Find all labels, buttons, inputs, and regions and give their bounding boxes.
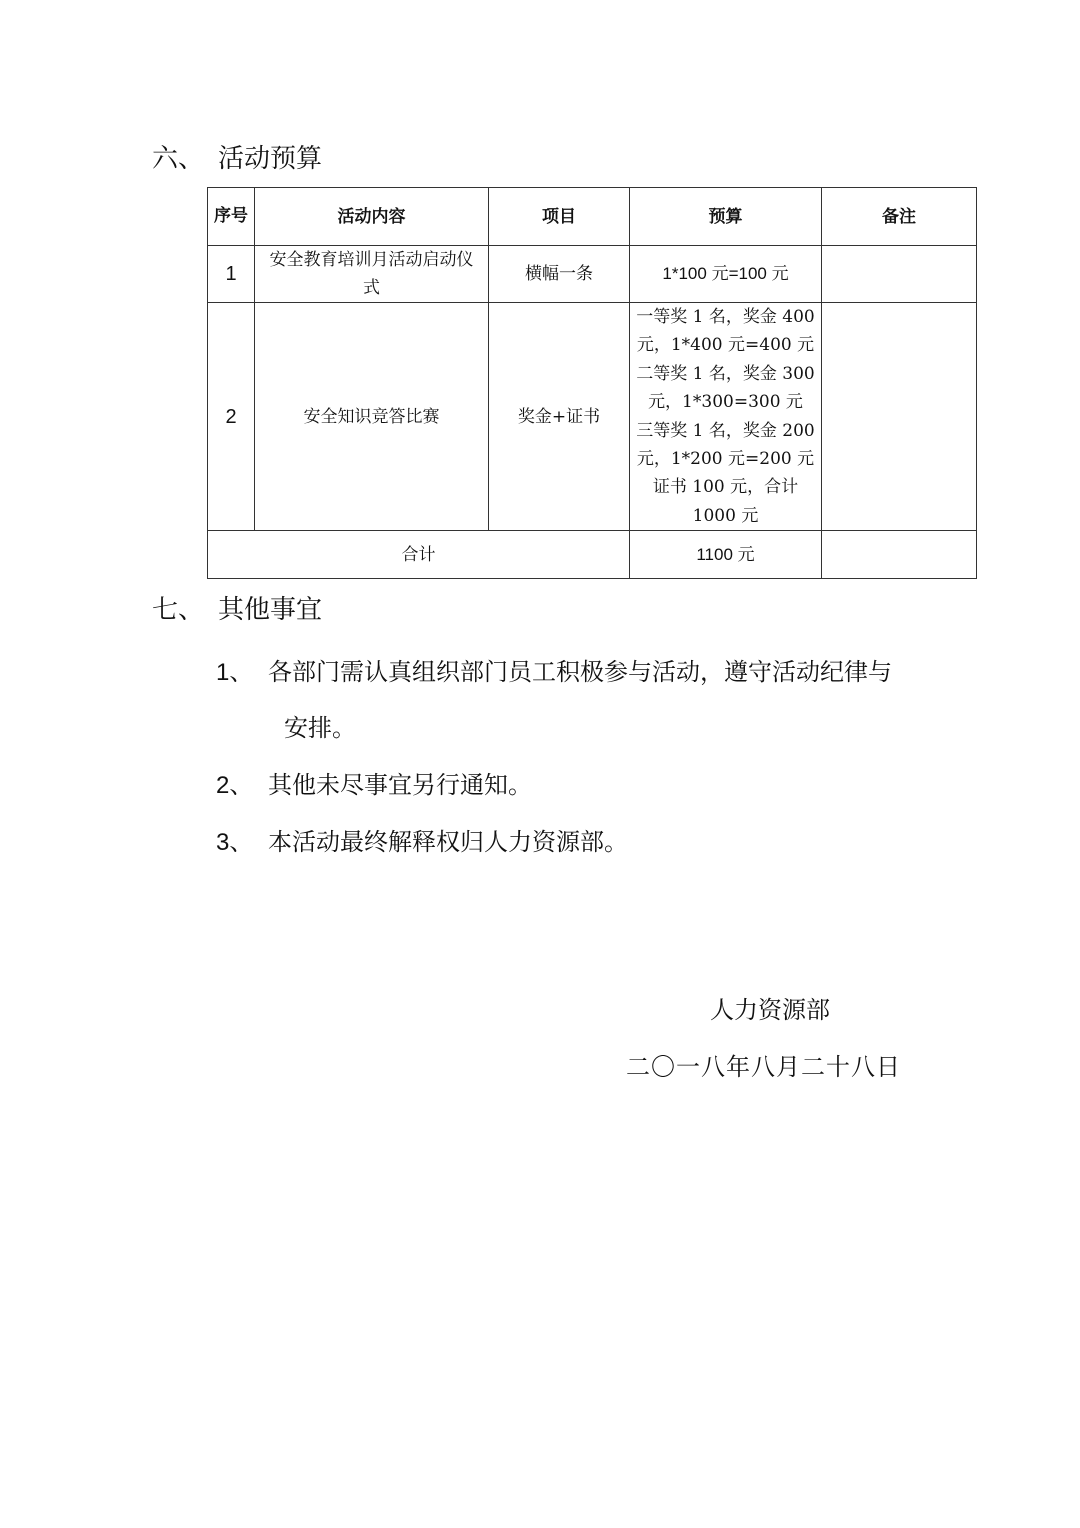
row-seq: 2 <box>208 303 255 531</box>
header-note: 备注 <box>822 188 977 246</box>
row-budget: 1*100 元=100 元 <box>630 246 822 303</box>
header-item: 项目 <box>489 188 630 246</box>
total-note <box>822 531 977 579</box>
budget-line: 证书 100 元，合计 <box>652 477 799 498</box>
budget-line: 元，1*200 元=200 元 <box>636 449 815 470</box>
list-item <box>216 652 892 687</box>
budget-table <box>207 187 977 579</box>
list-item-text: 其他未尽事宜另行通知。 <box>268 771 532 799</box>
table-row <box>208 303 977 531</box>
budget-line: 元，1*400 元=400 元 <box>636 335 815 356</box>
header-budget: 预算 <box>630 188 822 246</box>
list-item-continuation: 安排。 <box>284 714 356 742</box>
list-item-text: 各部门需认真组织部门员工积极参与活动，遵守活动纪律与 <box>268 658 892 686</box>
budget-line: 二等奖 1 名，奖金 300 <box>636 363 815 384</box>
table-row <box>208 246 977 303</box>
section-6-heading <box>152 144 322 174</box>
budget-line: 1000 元 <box>692 505 759 526</box>
section-7-heading <box>152 595 322 625</box>
row-note <box>822 303 977 531</box>
row-item: 奖金+证书 <box>489 303 630 531</box>
list-item-number: 1、 <box>216 659 254 686</box>
signature-date: 二〇一八年八月二十八日 <box>626 1053 901 1081</box>
section-title: 其他事宜 <box>218 595 323 625</box>
total-label: 合计 <box>208 531 630 579</box>
row-budget <box>630 303 822 531</box>
list-item-text: 本活动最终解释权归人力资源部。 <box>268 828 628 856</box>
list-item-number: 2、 <box>216 772 254 799</box>
row-content: 安全知识竞答比赛 <box>255 303 489 531</box>
section-number: 六、 <box>152 144 205 174</box>
header-seq: 序号 <box>208 188 255 246</box>
section-title: 活动预算 <box>218 144 323 174</box>
budget-line: 元，1*300=300 元 <box>648 392 803 413</box>
total-budget: 1100 元 <box>630 531 822 579</box>
list-item <box>216 822 628 857</box>
list-item-number: 3、 <box>216 829 254 856</box>
row-note <box>822 246 977 303</box>
row-item: 横幅一条 <box>489 246 630 303</box>
header-content: 活动内容 <box>255 188 489 246</box>
signature-department: 人力资源部 <box>710 996 830 1024</box>
table-header-row <box>208 188 977 246</box>
row-seq: 1 <box>208 246 255 303</box>
table-total-row <box>208 531 977 579</box>
row-content: 安全教育培训月活动启动仪式 <box>255 246 489 303</box>
list-item <box>216 765 532 800</box>
budget-line: 三等奖 1 名，奖金 200 <box>636 420 815 441</box>
budget-line: 一等奖 1 名，奖金 400 <box>636 307 815 327</box>
section-number: 七、 <box>152 595 205 625</box>
